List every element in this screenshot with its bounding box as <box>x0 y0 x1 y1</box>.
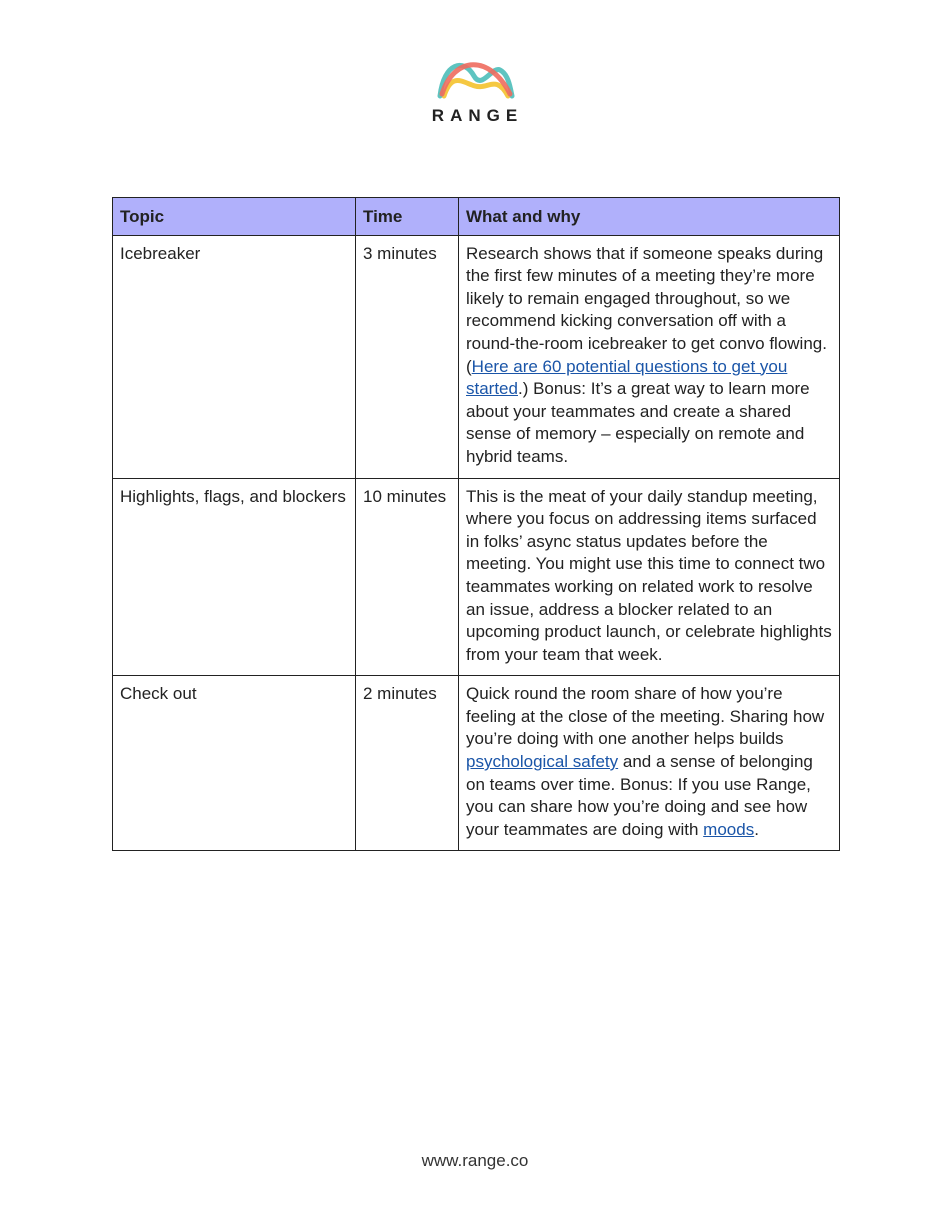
description-link[interactable]: moods <box>703 819 755 839</box>
description-text: and a sense of belonging on teams over time. Bonus: If you use Range, you can share how you’re doing and see how your teammates are doing with <box>466 752 813 839</box>
time-cell: 10 minutes <box>356 478 459 676</box>
description-cell <box>459 235 840 478</box>
description-text: This is the meat of your daily standup meeting, where you focus on addressing items surfaced in folks’ async status updates before the meeting. You might use this time to connect two teammates working on related work to resolve an issue, address a blocker related to an upcoming product launch, or celebrate highlights from your team that week. <box>466 486 832 664</box>
table-row <box>113 235 840 478</box>
topic-cell: Icebreaker <box>113 235 356 478</box>
range-logo <box>425 52 525 127</box>
topic-cell: Highlights, flags, and blockers <box>113 478 356 676</box>
description-text: Quick round the room share of how you’re feeling at the close of the meeting. Sharing how you’re doing with one another helps builds <box>466 684 825 749</box>
range-arcs-icon <box>430 52 520 102</box>
header-time: Time <box>356 198 459 236</box>
topic-cell: Check out <box>113 676 356 851</box>
description-cell <box>459 478 840 676</box>
table-row <box>113 478 840 676</box>
header-what-and-why: What and why <box>459 198 840 236</box>
header-topic: Topic <box>113 198 356 236</box>
description-link[interactable]: psychological safety <box>466 752 619 772</box>
table-header-row <box>113 198 840 236</box>
description-link[interactable]: Here are 60 potential questions to get you started <box>466 356 788 399</box>
time-cell: 3 minutes <box>356 235 459 478</box>
description-text: .) Bonus: It’s a great way to learn more about your teammates and create a shared sense of memory – especially on remote and hybrid teams. <box>466 379 810 466</box>
table-row <box>113 676 840 851</box>
description-text: Research shows that if someone speaks during the first few minutes of a meeting they’re more likely to remain engaged throughout, so we recommend kicking conversation off with a round-the-room icebreaker to get convo flowing. ( <box>466 243 827 376</box>
description-text: . <box>754 819 759 839</box>
logo-text: RANGE <box>431 106 524 125</box>
standup-agenda-table <box>112 197 840 851</box>
footer-url[interactable]: www.range.co <box>421 1151 529 1170</box>
description-cell <box>459 676 840 851</box>
time-cell: 2 minutes <box>356 676 459 851</box>
